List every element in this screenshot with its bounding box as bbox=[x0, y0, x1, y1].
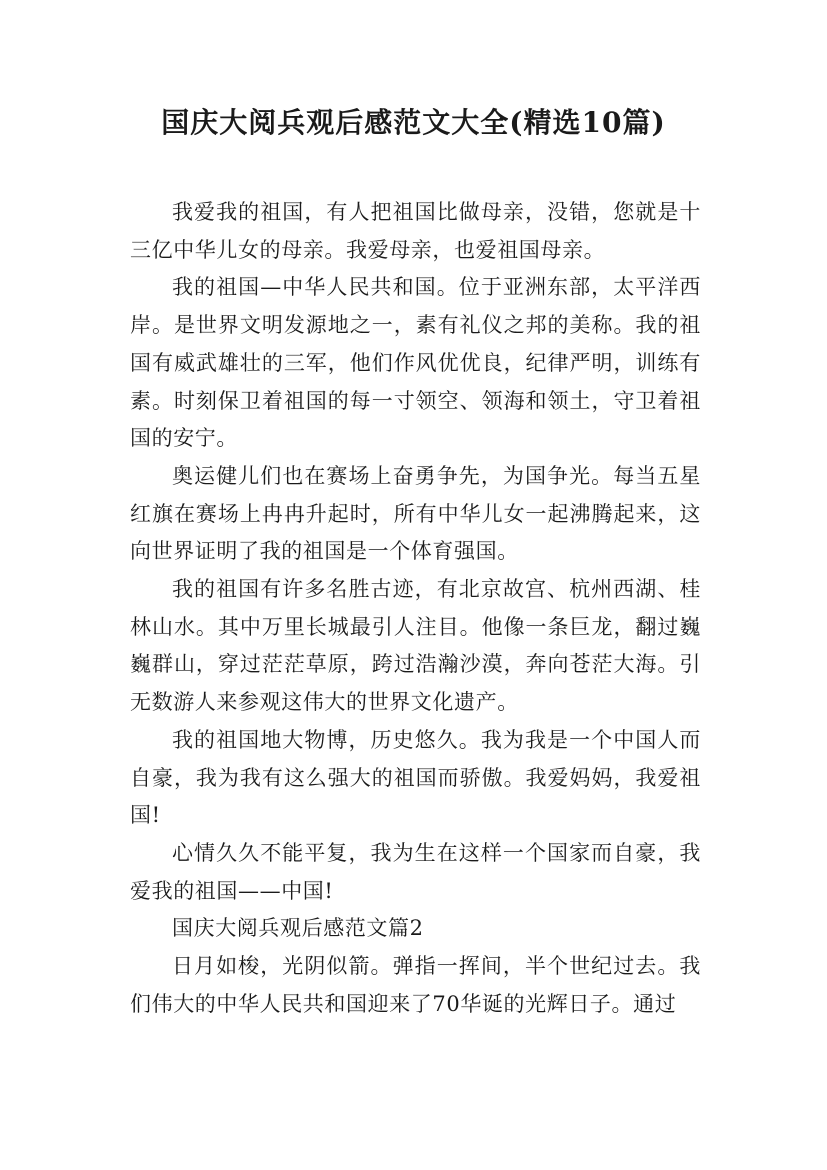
paragraph: 日月如梭，光阴似箭。弹指一挥间，半个世纪过去。我们伟大的中华人民共和国迎来了70华诞的光辉日子。通过 bbox=[130, 954, 701, 1016]
section-heading: 国庆大阅兵观后感范文篇2 bbox=[172, 916, 424, 941]
document-body bbox=[130, 194, 701, 1023]
paragraph: 我爱我的祖国，有人把祖国比做母亲，没错，您就是十三亿中华儿女的母亲。我爱母亲，也爱祖国母亲。 bbox=[130, 200, 701, 262]
paragraph: 心情久久不能平复，我为生在这样一个国家而自豪，我爱我的祖国——中国! bbox=[130, 840, 701, 903]
paragraph: 我的祖国—中华人民共和国。位于亚洲东部，太平洋西岸。是世界文明发源地之一，素有礼仪之邦的美称。我的祖国有威武雄壮的三军，他们作风优优良，纪律严明，训练有素。时刻保卫着祖国的每一寸领空、领海和领土，守卫着祖国的安宁。 bbox=[130, 275, 701, 451]
paragraph: 奥运健儿们也在赛场上奋勇争先，为国争光。每当五星红旗在赛场上冉冉升起时，所有中华儿女一起沸腾起来，这向世界证明了我的祖国是一个体育强国。 bbox=[130, 463, 701, 564]
document-title: 国庆大阅兵观后感范文大全(精选10篇) bbox=[161, 106, 666, 139]
paragraph: 我的祖国有许多名胜古迹，有北京故宫、杭州西湖、桂林山水。其中万里长城最引人注目。他像一条巨龙，翻过巍巍群山，穿过茫茫草原，跨过浩瀚沙漠，奔向苍茫大海。引无数游人来参观这伟大的世界文化遗产。 bbox=[130, 577, 701, 715]
paragraph: 我的祖国地大物博，历史悠久。我为我是一个中国人而自豪，我为我有这么强大的祖国而骄傲。我爱妈妈，我爱祖国! bbox=[130, 727, 701, 828]
